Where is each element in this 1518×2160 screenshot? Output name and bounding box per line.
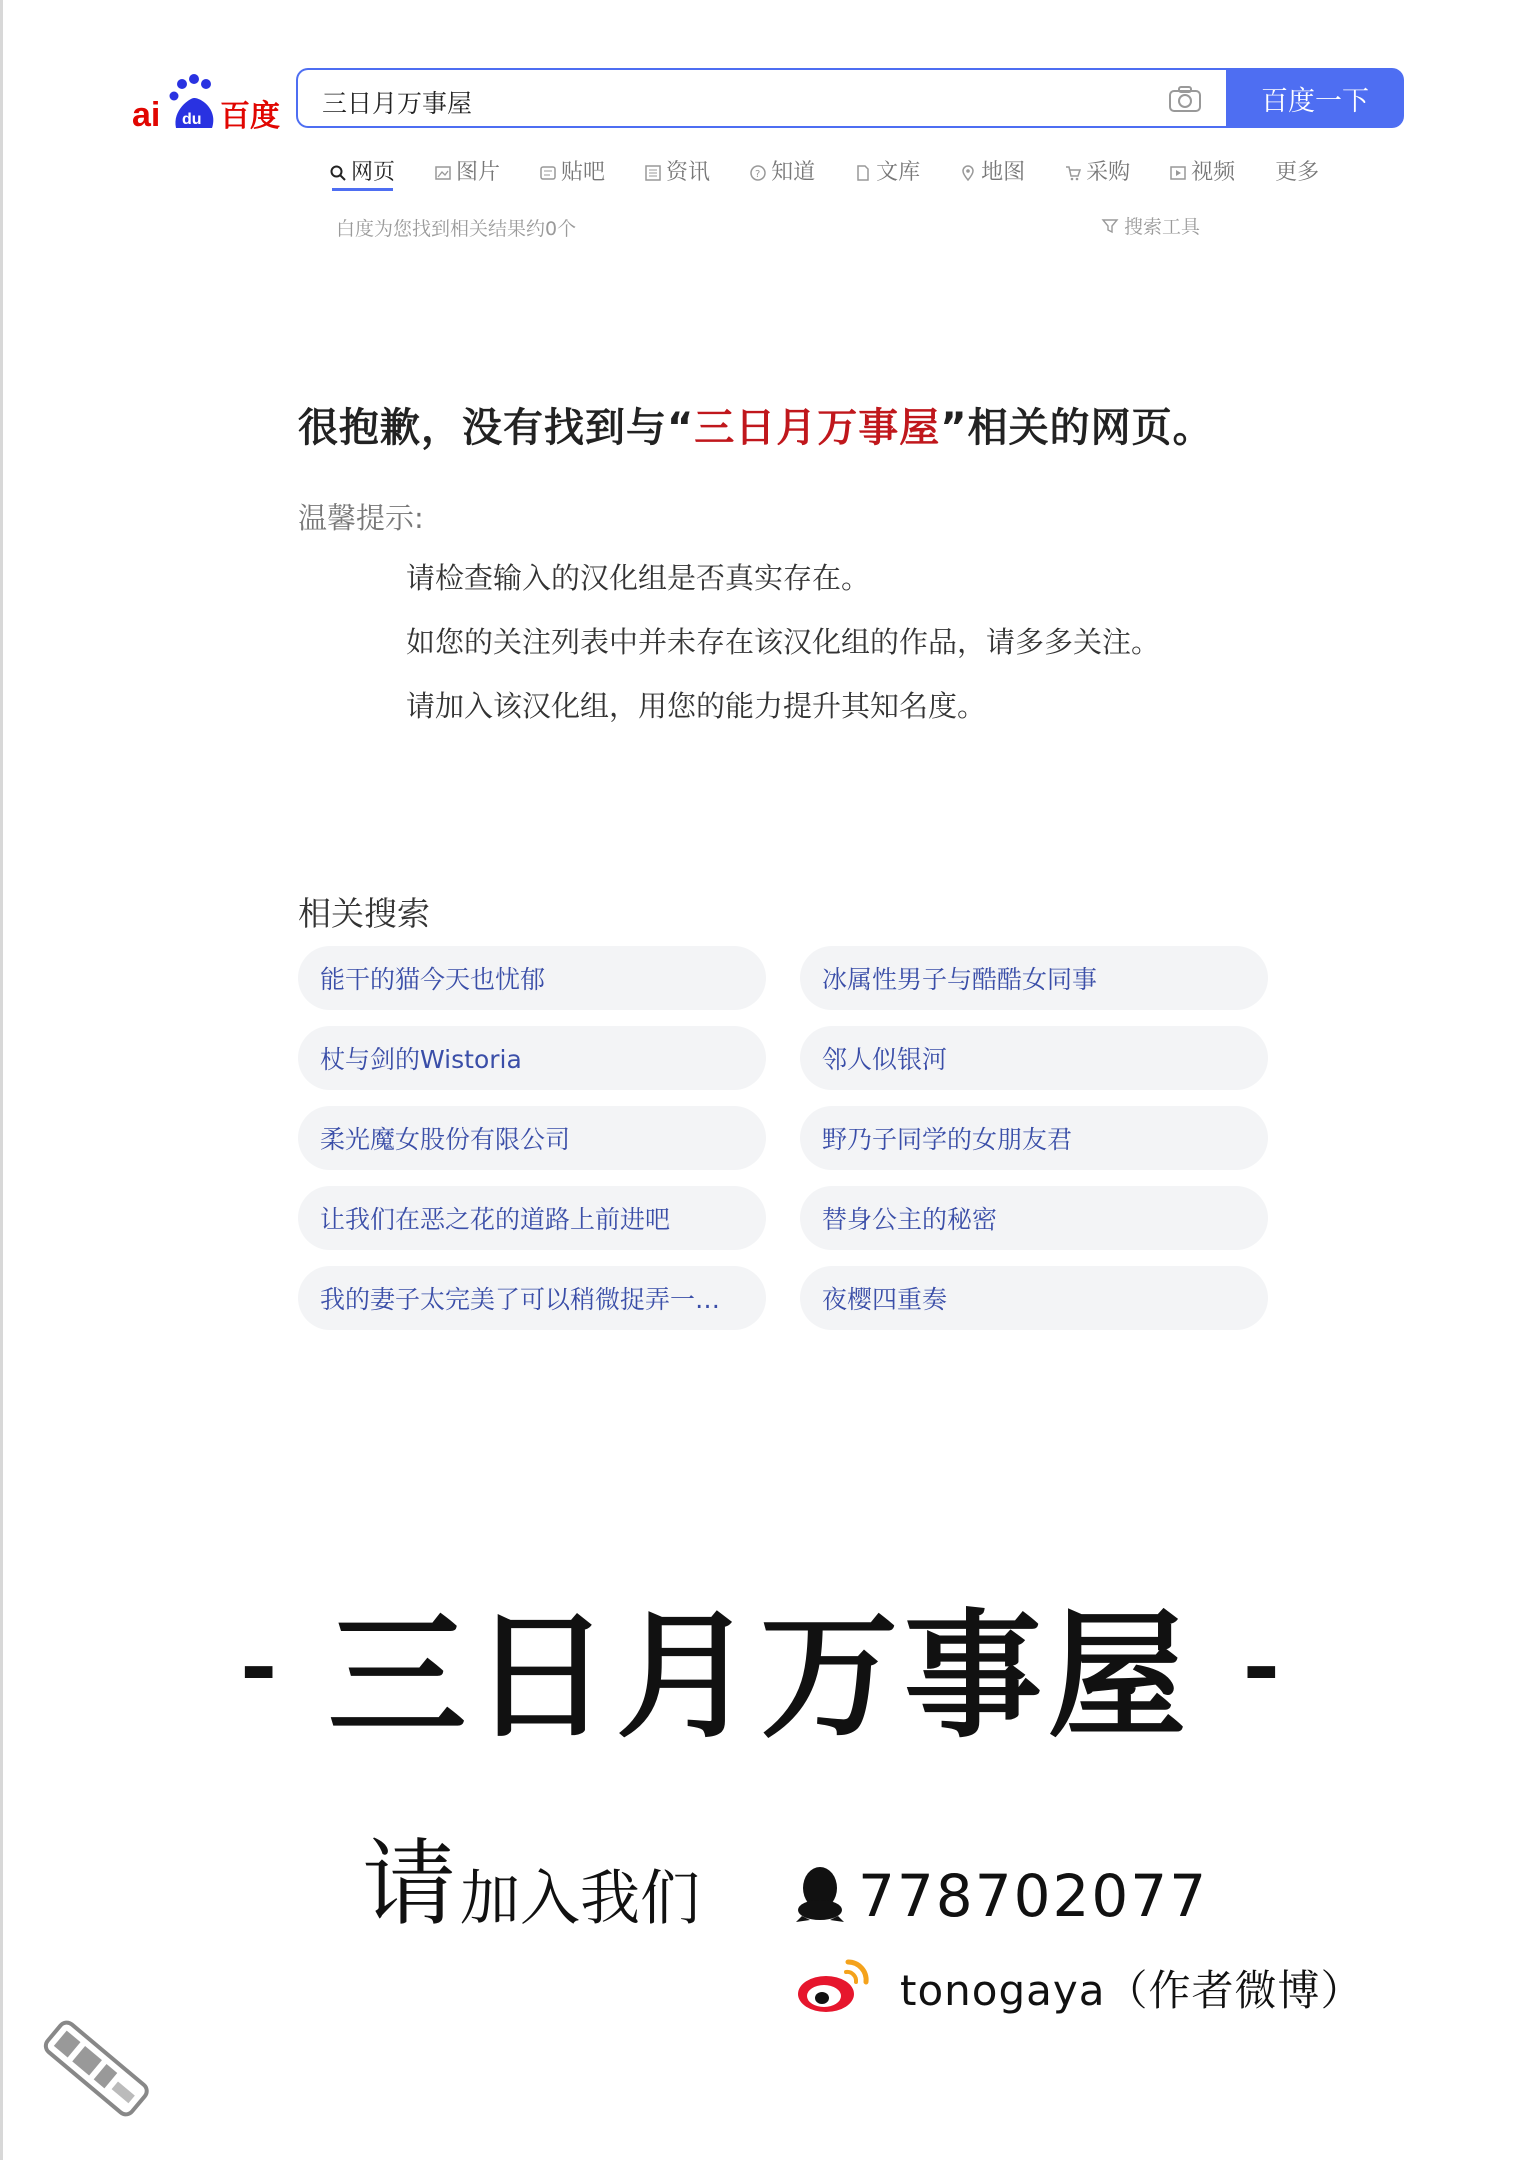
tab-purchase[interactable] [1065, 150, 1130, 190]
related-search-link[interactable]: 我的妻子太完美了可以稍微捉弄一… [298, 1266, 766, 1330]
baidu-logo[interactable] [132, 70, 280, 140]
site-watermark-logo [30, 2000, 160, 2140]
tab-label: 资讯 [666, 159, 711, 185]
tab-label: 更多 [1275, 159, 1320, 185]
tab-label: 视频 [1191, 159, 1236, 185]
search-input-value: 三日月万事屋 [322, 89, 473, 118]
related-searches [298, 946, 1268, 1330]
tab-images[interactable] [435, 150, 500, 190]
tab-label: 网页 [351, 159, 396, 185]
tab-video[interactable] [1170, 150, 1235, 190]
related-search-link[interactable]: 邻人似银河 [800, 1026, 1268, 1090]
headline-prefix: 很抱歉，没有找到与“ [298, 405, 695, 451]
search-tools-label: 搜索工具 [1124, 216, 1201, 238]
tip-line: 如您的关注列表中并未存在该汉化组的作品，请多多关注。 [406, 625, 1161, 659]
cart-icon [1065, 162, 1081, 178]
search-tabs [330, 150, 1359, 190]
news-icon [645, 162, 661, 178]
qq-icon [794, 1864, 846, 1928]
related-search-link[interactable]: 野乃子同学的女朋友君 [800, 1106, 1268, 1170]
question-icon [750, 162, 766, 178]
search-button[interactable]: 百度一下 [1226, 68, 1404, 128]
weibo-handle: tonogaya（作者微博） [900, 1966, 1364, 2015]
search-icon [330, 162, 346, 178]
join-rest: 加入我们 [460, 1864, 701, 1934]
page-edge-rule [0, 0, 3, 2160]
related-search-link[interactable]: 柔光魔女股份有限公司 [298, 1106, 766, 1170]
tip-line: 请加入该汉化组，用您的能力提升其知名度。 [406, 689, 987, 723]
tab-tieba[interactable] [540, 150, 605, 190]
group-name: 三日月万事屋 [327, 1594, 1192, 1757]
headline-keyword: 三日月万事屋 [694, 405, 941, 451]
weibo-icon [794, 1956, 870, 2020]
qq-contact [794, 1862, 1208, 1930]
tab-web[interactable] [330, 150, 395, 190]
related-search-link[interactable]: 能干的猫今天也忧郁 [298, 946, 766, 1010]
doc-icon [855, 162, 871, 178]
tab-map[interactable] [960, 150, 1025, 190]
filter-icon [1102, 218, 1118, 234]
tab-news[interactable] [645, 150, 710, 190]
video-icon [1170, 162, 1186, 178]
group-banner [240, 1590, 1280, 1757]
tab-label: 贴吧 [561, 159, 606, 185]
tab-label: 知道 [771, 159, 816, 185]
banner-dash-right: - [1242, 1612, 1280, 1718]
related-search-link[interactable]: 杖与剑的Wistoria [298, 1026, 766, 1090]
join-us-text [362, 1830, 701, 1939]
svg-text:ai: ai [132, 96, 161, 134]
weibo-contact [794, 1956, 1363, 2020]
related-search-link[interactable]: 让我们在恶之花的道路上前进吧 [298, 1186, 766, 1250]
tab-more[interactable] [1275, 150, 1319, 190]
tab-wenku[interactable] [855, 150, 920, 190]
related-search-link[interactable]: 夜樱四重奏 [800, 1266, 1268, 1330]
tip-line: 请检查输入的汉化组是否真实存在。 [406, 561, 871, 595]
qq-number: 778702077 [858, 1862, 1209, 1930]
related-search-link[interactable]: 冰属性男子与酷酷女同事 [800, 946, 1268, 1010]
tab-label: 地图 [981, 159, 1026, 185]
tab-label: 采购 [1086, 159, 1131, 185]
join-big-char: 请 [362, 1830, 457, 1939]
svg-text:?: ? [755, 169, 761, 180]
banner-dash-left: - [240, 1612, 278, 1718]
svg-text:du: du [182, 111, 202, 128]
no-result-headline [298, 396, 1214, 453]
tab-zhidao[interactable] [750, 150, 815, 190]
tip-title: 温馨提示: [298, 501, 424, 535]
search-input[interactable] [296, 68, 1226, 128]
related-title: 相关搜索 [298, 894, 430, 933]
search-tools-button[interactable] [1102, 212, 1200, 239]
svg-text:百度: 百度 [220, 99, 280, 134]
tab-label: 文库 [876, 159, 921, 185]
tab-label: 图片 [456, 159, 501, 185]
image-icon [435, 162, 451, 178]
map-icon [960, 162, 976, 178]
result-count: 白度为您找到相关结果约0个 [336, 218, 577, 240]
related-search-link[interactable]: 替身公主的秘密 [800, 1186, 1268, 1250]
headline-suffix: ”相关的网页。 [940, 405, 1214, 451]
camera-icon[interactable] [1168, 84, 1202, 114]
tieba-icon [540, 162, 556, 178]
